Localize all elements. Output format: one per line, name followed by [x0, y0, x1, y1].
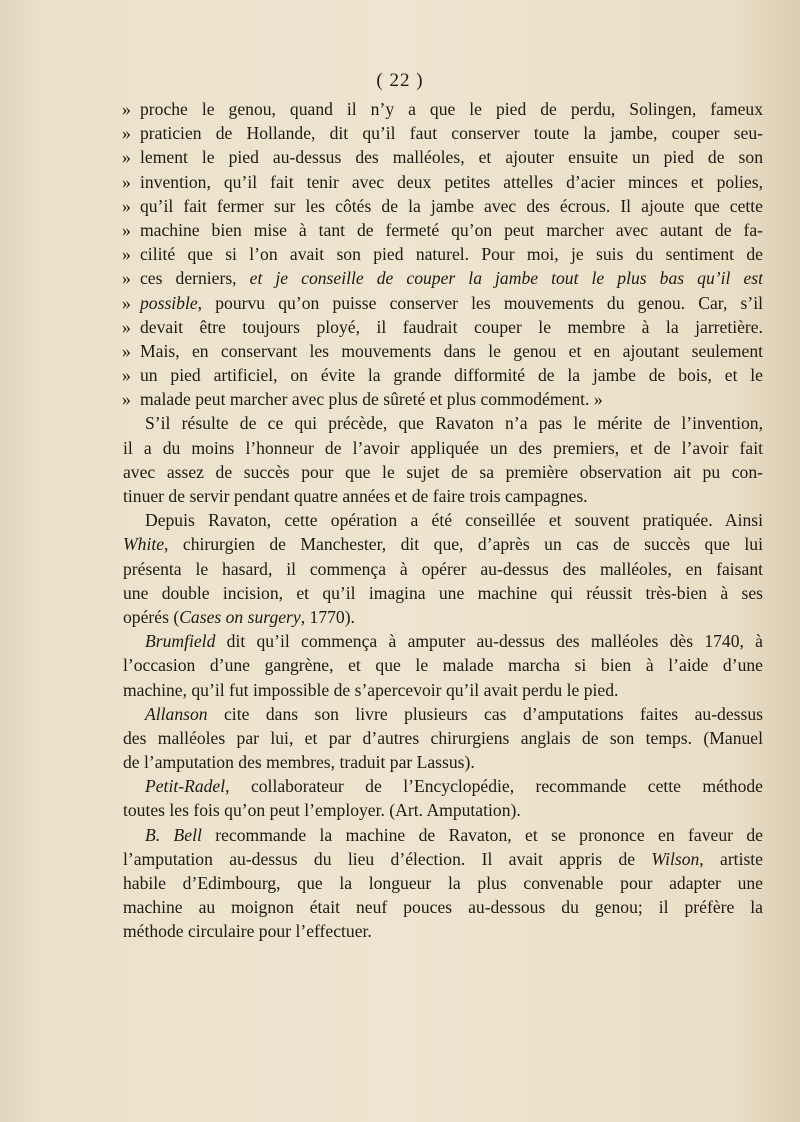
text-line — [122, 97, 763, 121]
text-segment: , collaborateur de l’Encyclopédie, recommande cette méthode — [225, 776, 763, 797]
text-segment: ces derniers, — [140, 268, 250, 289]
text-line — [123, 581, 763, 605]
quote-mark: » — [122, 365, 131, 386]
text-line — [123, 460, 763, 484]
italic-text: White — [123, 534, 165, 555]
text-line — [123, 871, 763, 895]
text-segment: , chirurgien de Manchester, dit que, d’après un cas de succès que lui — [164, 534, 763, 555]
text-segment: S’il résulte de ce qui précède, que Ravaton n’a pas le mérite de l’invention, — [145, 413, 763, 434]
text-line — [123, 798, 763, 822]
text-segment: tinuer de servir pendant quatre années et de faire trois campagnes. — [123, 486, 588, 506]
italic-text: Allanson — [145, 703, 208, 724]
text-line — [123, 411, 763, 435]
text-segment: avec assez de succès pour que le sujet de sa première observation ait pu con- — [123, 461, 763, 482]
text-line — [122, 242, 763, 266]
text-line — [123, 629, 763, 653]
text-line — [122, 121, 763, 145]
text-line — [122, 266, 763, 290]
text-line — [122, 145, 763, 169]
italic-text: et je conseille de couper la jambe tout le plus bas qu’il est — [249, 268, 763, 289]
quote-mark: » — [122, 244, 131, 265]
text-segment: dit qu’il commença à amputer au-dessus des malléoles dès 1740, à — [215, 631, 763, 652]
text-segment: praticien de Hollande, dit qu’il faut conserver toute la jambe, couper seu- — [140, 123, 763, 144]
text-line — [123, 605, 763, 629]
page-number: ( 22 ) — [376, 70, 424, 91]
text-line — [122, 339, 763, 363]
text-line — [123, 484, 763, 508]
text-segment: malade peut marcher avec plus de sûreté et plus commodément. » — [140, 389, 603, 410]
text-segment: toutes les fois qu’on peut l’employer. (Art. Amputation). — [123, 800, 521, 821]
quote-mark: » — [122, 316, 131, 337]
quote-mark: » — [122, 147, 131, 168]
quote-mark: » — [122, 340, 131, 361]
italic-text: B. Bell — [145, 824, 202, 845]
text-segment: habile d’Edimbourg, que la longueur la plus convenable pour adapter une — [123, 873, 763, 893]
text-segment: proche le genou, quand il n’y a que le pied de perdu, Solingen, fameux — [140, 99, 763, 119]
text-line — [122, 315, 763, 339]
quote-mark: » — [122, 195, 131, 216]
text-segment: devait être toujours ployé, il faudrait couper le membre à la jarretière. — [140, 316, 763, 337]
text-line — [123, 436, 763, 460]
text-segment: machine bien mise à tant de fermeté qu’on peut marcher avec autant de fa- — [140, 219, 763, 240]
quote-mark: » — [122, 268, 131, 289]
text-line — [123, 678, 763, 702]
text-line — [123, 653, 763, 677]
text-segment: cilité que si l’on avait son pied naturel. Pour moi, je suis du sentiment de — [140, 244, 763, 265]
text-segment: recommande la machine de Ravaton, et se prononce en faveur de — [201, 824, 763, 845]
text-segment: invention, qu’il fait tenir avec deux petites attelles d’acier minces et polies, — [140, 171, 763, 192]
text-segment: Mais, en conservant les mouvements dans le genou et en ajoutant seulement — [140, 340, 763, 361]
text-segment: une double incision, et qu’il imagina une machine qui réussit très-bien à ses — [123, 582, 763, 603]
text-line — [122, 363, 763, 387]
text-segment: machine, qu’il fut impossible de s’apercevoir qu’il avait perdu le pied. — [123, 679, 619, 700]
text-segment: lement le pied au-dessus des malléoles, et ajouter ensuite un pied de son — [140, 147, 763, 168]
quote-mark: » — [122, 219, 131, 240]
text-segment: il a du moins l’honneur de l’avoir appliquée un des premiers, et de l’avoir fait — [123, 437, 763, 458]
text-segment: méthode circulaire pour l’effectuer. — [123, 921, 372, 942]
text-line — [123, 750, 763, 774]
italic-text: possible — [140, 292, 198, 313]
italic-text: Brumfield — [145, 631, 216, 652]
text-segment: l’amputation au-dessus du lieu d’élection. Il avait appris de — [123, 848, 652, 869]
text-segment: des malléoles par lui, et par d’autres chirurgiens anglais de son temps. (Manuel — [123, 727, 763, 748]
quote-mark: » — [122, 99, 131, 119]
text-line — [122, 387, 763, 411]
text-segment: l’occasion d’une gangrène, et que le malade marcha si bien à l’aide d’une — [123, 655, 763, 676]
text-segment: cite dans son livre plusieurs cas d’amputations faites au-dessus — [207, 703, 763, 724]
text-segment: , artiste — [699, 848, 763, 869]
text-line — [122, 291, 763, 315]
text-line — [123, 702, 763, 726]
quote-mark: » — [122, 389, 131, 410]
italic-text: Wilson — [651, 848, 700, 869]
text-line — [123, 726, 763, 750]
text-segment: opérés ( — [123, 606, 180, 627]
text-line — [123, 847, 763, 871]
text-line — [123, 532, 763, 556]
text-segment: qu’il fait fermer sur les côtés de la jambe avec des écrous. Il ajoute que cette — [140, 195, 763, 216]
quote-mark: » — [122, 123, 131, 144]
italic-text: Petit-Radel — [145, 776, 226, 797]
text-line — [123, 508, 763, 532]
text-segment: machine au moignon était neuf pouces au-dessous du genou; il préfère la — [123, 897, 763, 918]
text-line — [123, 823, 763, 847]
text-segment: présenta le hasard, il commença à opérer au-dessus des malléoles, en faisant — [123, 558, 763, 579]
text-line — [123, 557, 763, 581]
text-line — [122, 170, 763, 194]
quote-mark: » — [122, 171, 131, 192]
text-segment: , pourvu qu’on puisse conserver les mouvements du genou. Car, s’il — [197, 292, 763, 313]
body-text — [123, 97, 763, 944]
text-segment: Depuis Ravaton, cette opération a été conseillée et souvent pratiquée. Ainsi — [145, 510, 763, 531]
text-line — [122, 194, 763, 218]
text-line — [123, 774, 763, 798]
text-line — [123, 919, 763, 943]
text-segment: de l’amputation des membres, traduit par Lassus). — [123, 752, 475, 773]
text-segment: , 1770). — [300, 606, 355, 627]
text-line — [123, 895, 763, 919]
text-line — [122, 218, 763, 242]
text-segment: un pied artificiel, on évite la grande difformité de la jambe de bois, et le — [140, 365, 763, 386]
italic-text: Cases on surgery — [179, 606, 301, 627]
quote-mark: » — [122, 292, 131, 313]
